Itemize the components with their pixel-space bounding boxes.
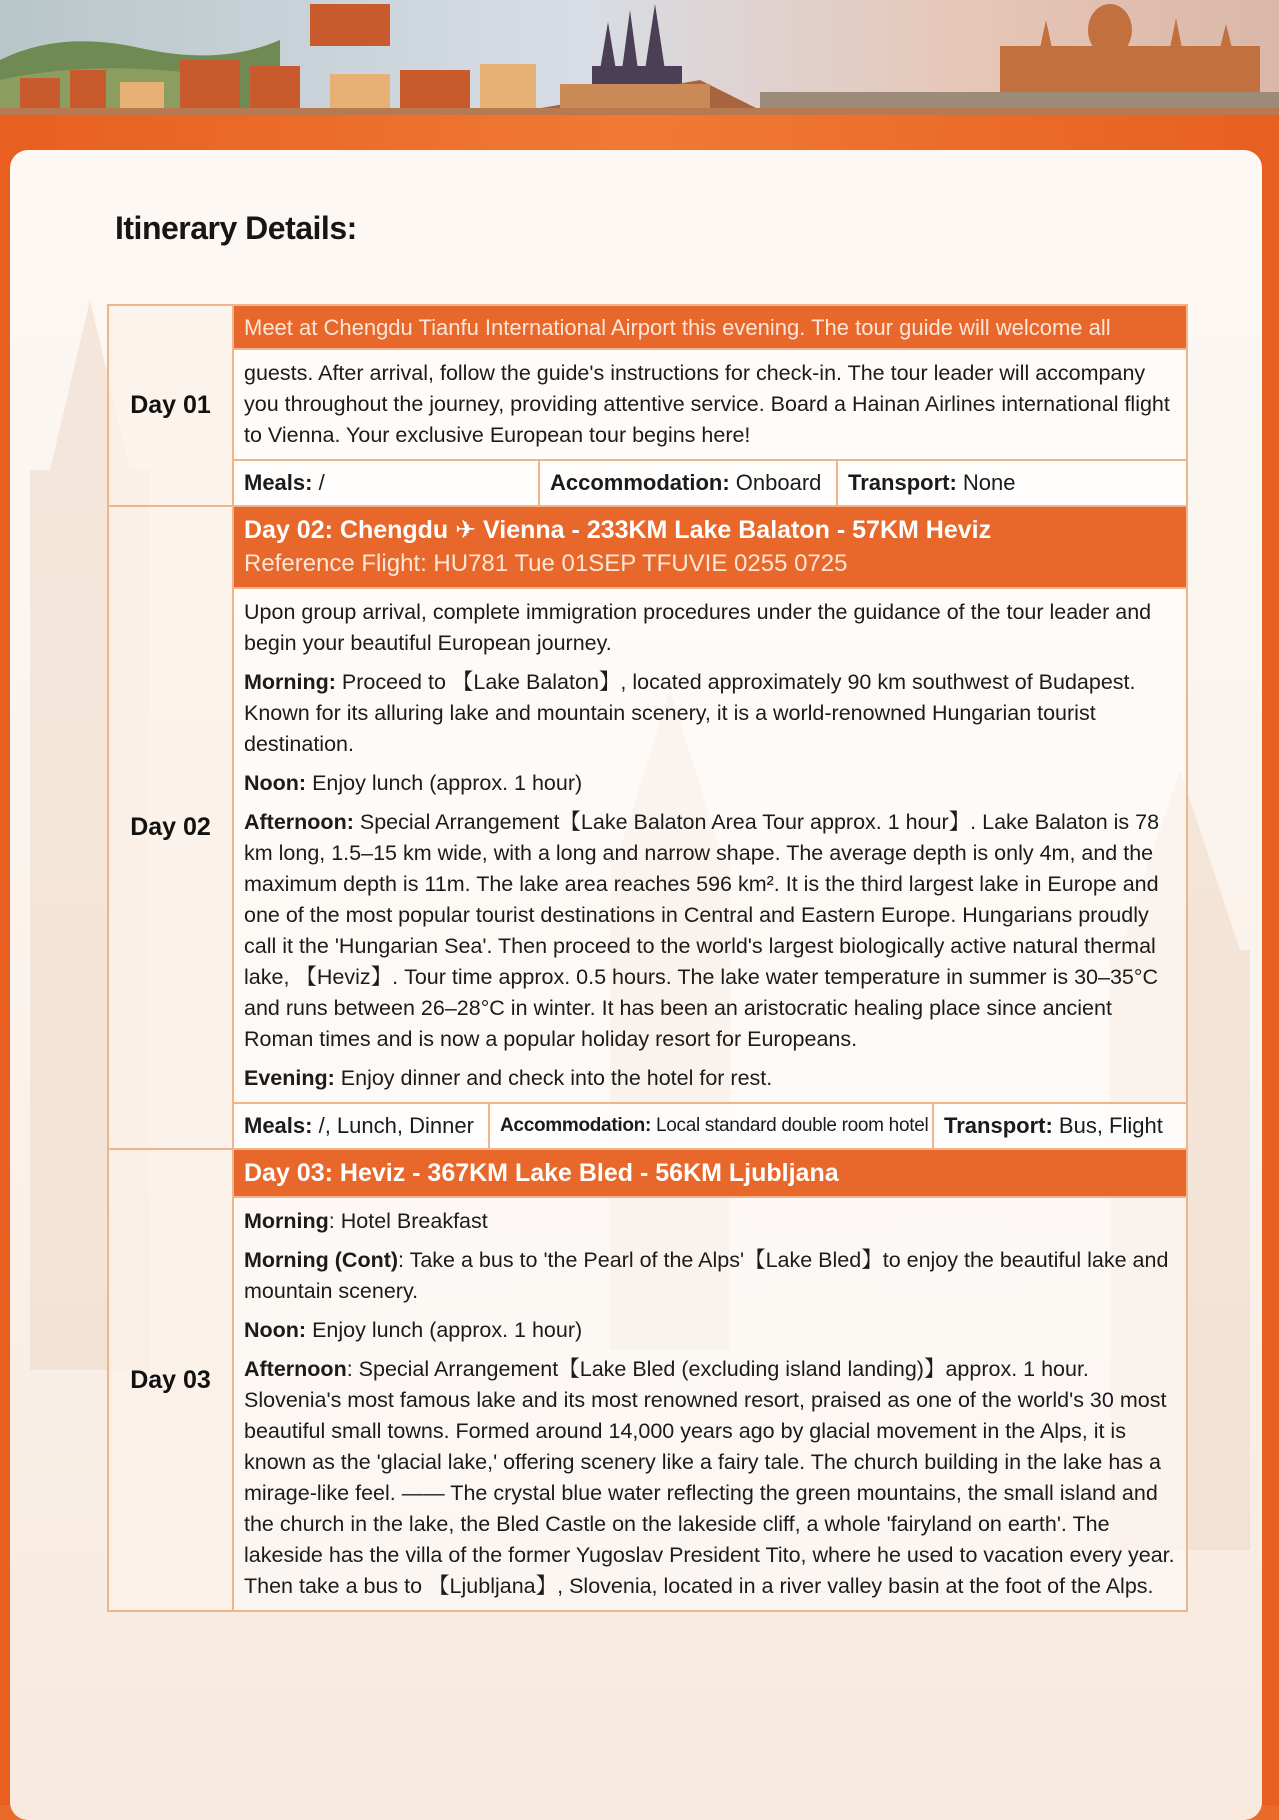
day-label: Day 03	[109, 1150, 234, 1610]
day-description	[234, 1198, 1186, 1610]
meals-value: /	[312, 470, 325, 495]
page-title: Itinerary Details:	[115, 210, 357, 246]
day-header-text: Meet at Chengdu Tianfu International Airport this evening. The tour guide will welcome all	[244, 315, 1111, 340]
paragraph	[244, 1354, 1176, 1602]
transport-value: Bus, Flight	[1052, 1113, 1163, 1138]
reference-flight: Reference Flight: HU781 Tue 01SEP TFUVIE 0255 0725	[244, 550, 848, 577]
paragraph-text: Enjoy lunch (approx. 1 hour)	[306, 771, 583, 795]
time-label: Morning (Cont)	[244, 1248, 399, 1272]
day-body	[234, 507, 1186, 1148]
transport-label: Transport:	[944, 1113, 1053, 1138]
paragraph	[244, 1245, 1176, 1307]
day-description	[234, 350, 1186, 459]
paragraph	[244, 1063, 1176, 1094]
day-route-title: Day 02: Chengdu ✈ Vienna - 233KM Lake Balaton - 57KM Heviz	[244, 516, 992, 544]
day-row	[109, 306, 1186, 507]
paragraph-text: Enjoy dinner and check into the hotel for rest.	[334, 1066, 773, 1090]
paragraph-text: : Take a bus to 'the Pearl of the Alps'【Lake Bled】to enjoy the beautiful lake and mountain scenery.	[244, 1248, 1169, 1303]
transport-cell	[934, 1104, 1186, 1148]
time-label: Morning:	[244, 670, 336, 694]
day-label: Day 01	[109, 306, 234, 505]
paragraph-text: Upon group arrival, complete immigration procedures under the guidance of the tour leader and begin your beautiful European journey.	[244, 600, 1152, 655]
accommodation-label: Accommodation:	[500, 1115, 651, 1136]
paragraph	[244, 1206, 1176, 1237]
itinerary-table	[107, 304, 1188, 1612]
time-label: Evening:	[244, 1066, 335, 1090]
time-label: Afternoon:	[244, 810, 354, 834]
accommodation-cell	[540, 461, 838, 505]
accommodation-value: Onboard	[729, 470, 822, 495]
paragraph: guests. After arrival, follow the guide's instructions for check-in. The tour leader will accompany you throughout the journey, providing attentive service. Board a Hainan Airlines international flight to Vienna. Your exclusive European tour begins here!	[244, 361, 1170, 447]
meals-label: Meals:	[244, 1113, 313, 1138]
meals-label: Meals:	[244, 470, 313, 495]
accommodation-cell	[490, 1104, 934, 1148]
day-body	[234, 1150, 1186, 1610]
time-label: Noon:	[244, 771, 307, 795]
day-row	[109, 1150, 1186, 1610]
itinerary-card	[10, 150, 1262, 1820]
paragraph	[244, 807, 1176, 1055]
day-row	[109, 507, 1186, 1150]
meals-cell	[234, 1104, 490, 1148]
paragraph-text: : Special Arrangement【Lake Bled (excluding island landing)】approx. 1 hour. Slovenia's most famous lake and its most renowned resort, praised as one of the world's 30 most beautiful small towns. Formed around 14,000 years ago by glacial movement in the Alps, it is known as the 'glacial lake,' offering scenery like a fairy tale. The church building in the lake has a mirage-like feel. —— The crystal blue water reflecting the green mountains, the small island and the church in the lake, the Bled Castle on the lakeside cliff, a whole 'fairyland on earth'. The lakeside has the villa of the former Yugoslav President Tito, where he used to vacation every year. Then take a bus to 【Ljubljana】, Slovenia, located in a river valley basin at the foot of the Alps.	[244, 1357, 1175, 1598]
paragraph-text: Special Arrangement【Lake Balaton Area Tour approx. 1 hour】. Lake Balaton is 78 km long, 1.5–15 km wide, with a long and narrow shape. The average depth is only 4m, and the maximum depth is 11m. The lake area reaches 596 km². It is the third largest lake in Europe and one of the most popular tourist destinations in Central and Eastern Europe. Hungarians proudly call it the 'Hungarian Sea'. Then proceed to the world's largest biologically active natural thermal lake, 【Heviz】. Tour time approx. 0.5 hours. The lake water temperature in summer is 30–35°C and runs between 26–28°C in winter. It has been an aristocratic healing place since ancient Roman times and is now a popular holiday resort for Europeans.	[244, 810, 1160, 1051]
day-label: Day 02	[109, 507, 234, 1148]
meals-value: /, Lunch, Dinner	[312, 1113, 474, 1138]
paragraph	[244, 667, 1176, 760]
paragraph	[244, 768, 1176, 799]
day-header-bar	[234, 306, 1186, 350]
day-header-bar	[234, 1150, 1186, 1198]
day-info-row	[234, 459, 1186, 505]
paragraph	[244, 597, 1176, 659]
time-label: Noon:	[244, 1318, 307, 1342]
time-label: Morning	[244, 1209, 329, 1233]
paragraph-text: Proceed to 【Lake Balaton】, located approximately 90 km southwest of Budapest. Known for its alluring lake and mountain scenery, it is a world-renowned Hungarian tourist destination.	[244, 670, 1136, 756]
time-label: Afternoon	[244, 1357, 347, 1381]
paragraph	[244, 1315, 1176, 1346]
day-body	[234, 306, 1186, 505]
day-route-title: Day 03: Heviz - 367KM Lake Bled - 56KM Ljubljana	[244, 1159, 839, 1187]
meals-cell	[234, 461, 540, 505]
day-header-bar	[234, 507, 1186, 589]
cityscape-illustration	[0, 0, 1279, 122]
day-info-row	[234, 1102, 1186, 1148]
transport-value: None	[956, 470, 1016, 495]
accommodation-label: Accommodation:	[550, 470, 730, 495]
transport-cell	[838, 461, 1186, 505]
header-banner	[0, 0, 1279, 122]
day-description	[234, 589, 1186, 1102]
paragraph-text: : Hotel Breakfast	[328, 1209, 488, 1233]
accommodation-value: Local standard double room hotel	[650, 1115, 929, 1136]
transport-label: Transport:	[848, 470, 957, 495]
paragraph-text: Enjoy lunch (approx. 1 hour)	[306, 1318, 583, 1342]
